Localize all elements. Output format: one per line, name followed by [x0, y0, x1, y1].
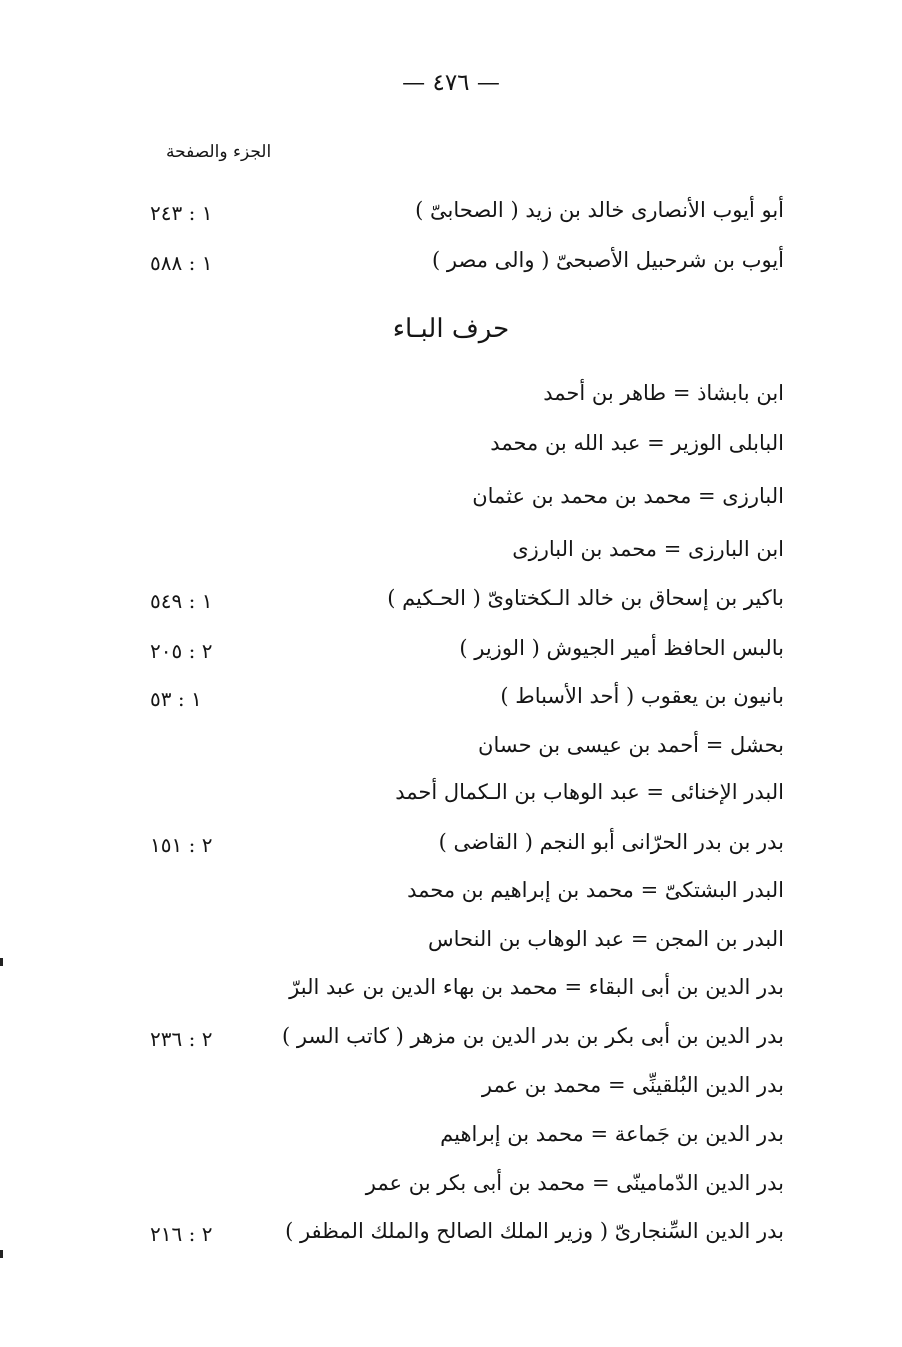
- index-entry-name: البدر الإخنائى = عبد الوهاب بن الـكمال أحمد: [395, 780, 784, 804]
- index-entry-name: بدر الدين بن أبى البقاء = محمد بن بهاء الدين بن عبد البرّ: [289, 975, 784, 999]
- scan-mark: [0, 958, 3, 966]
- index-entry-ref: ٢ : ٢١٦: [150, 1222, 213, 1246]
- index-entry-ref: ٢ : ٢٣٦: [150, 1027, 213, 1051]
- index-entry-name: بدر الدين بن جَماعة = محمد بن إبراهيم: [440, 1122, 784, 1146]
- index-entry-ref: ٢ : ١٥١: [150, 833, 213, 857]
- index-entry-ref: ١ : ٢٤٣: [150, 201, 213, 225]
- index-entry-name: أبو أيوب الأنصارى خالد بن زيد ( الصحابىّ ): [415, 198, 784, 222]
- section-heading: حرف البـاء: [392, 314, 510, 344]
- index-entry-name: ابن بابشاذ = طاهر بن أحمد: [543, 381, 784, 405]
- index-entry-name: بحشل = أحمد بن عيسى بن حسان: [478, 733, 784, 757]
- index-entry-name: بدر الدين بن أبى بكر بن بدر الدين بن مزهر ( كاتب السر ): [282, 1024, 784, 1048]
- index-entry-name: البدر البشتكىّ = محمد بن إبراهيم بن محمد: [407, 878, 784, 902]
- index-entry-name: بدر الدين الدّمامينّى = محمد بن أبى بكر بن عمر: [365, 1171, 784, 1195]
- index-entry-ref: ١ : ٥٨٨: [150, 251, 213, 275]
- index-entry-name: البدر بن المجن = عبد الوهاب بن النحاس: [427, 927, 784, 951]
- index-entry-name: بدر الدين البُلقينِّى = محمد بن عمر: [481, 1073, 784, 1097]
- index-entry-name: باكير بن إسحاق بن خالد الـكختاوىّ ( الحـكيم ): [387, 586, 784, 610]
- index-entry-name: البابلى الوزير = عبد الله بن محمد: [490, 431, 784, 455]
- index-entry-name: البارزى = محمد بن محمد بن عثمان: [472, 484, 784, 508]
- index-entry-name: بدر الدين السِّنجارىّ ( وزير الملك الصالح والملك المظفر ): [285, 1219, 784, 1243]
- index-entry-name: أيوب بن شرحبيل الأصبحىّ ( والى مصر ): [432, 248, 784, 272]
- page-number: — ٤٧٦ —: [402, 70, 500, 96]
- index-entry-name: بانيون بن يعقوب ( أحد الأسباط ): [500, 684, 784, 708]
- scan-mark: [0, 1250, 3, 1258]
- index-entry-ref: ١ : ٥٣: [150, 687, 202, 711]
- index-entry-name: بالبس الحافظ أمير الجيوش ( الوزير ): [459, 636, 784, 660]
- column-header: الجزء والصفحة: [166, 142, 272, 162]
- index-entry-name: ابن البارزى = محمد بن البارزى: [512, 537, 784, 561]
- index-entry-name: بدر بن بدر الحرّانى أبو النجم ( القاضى ): [438, 830, 784, 854]
- index-entry-ref: ١ : ٥٤٩: [150, 589, 213, 613]
- index-entry-ref: ٢ : ٢٠٥: [150, 639, 213, 663]
